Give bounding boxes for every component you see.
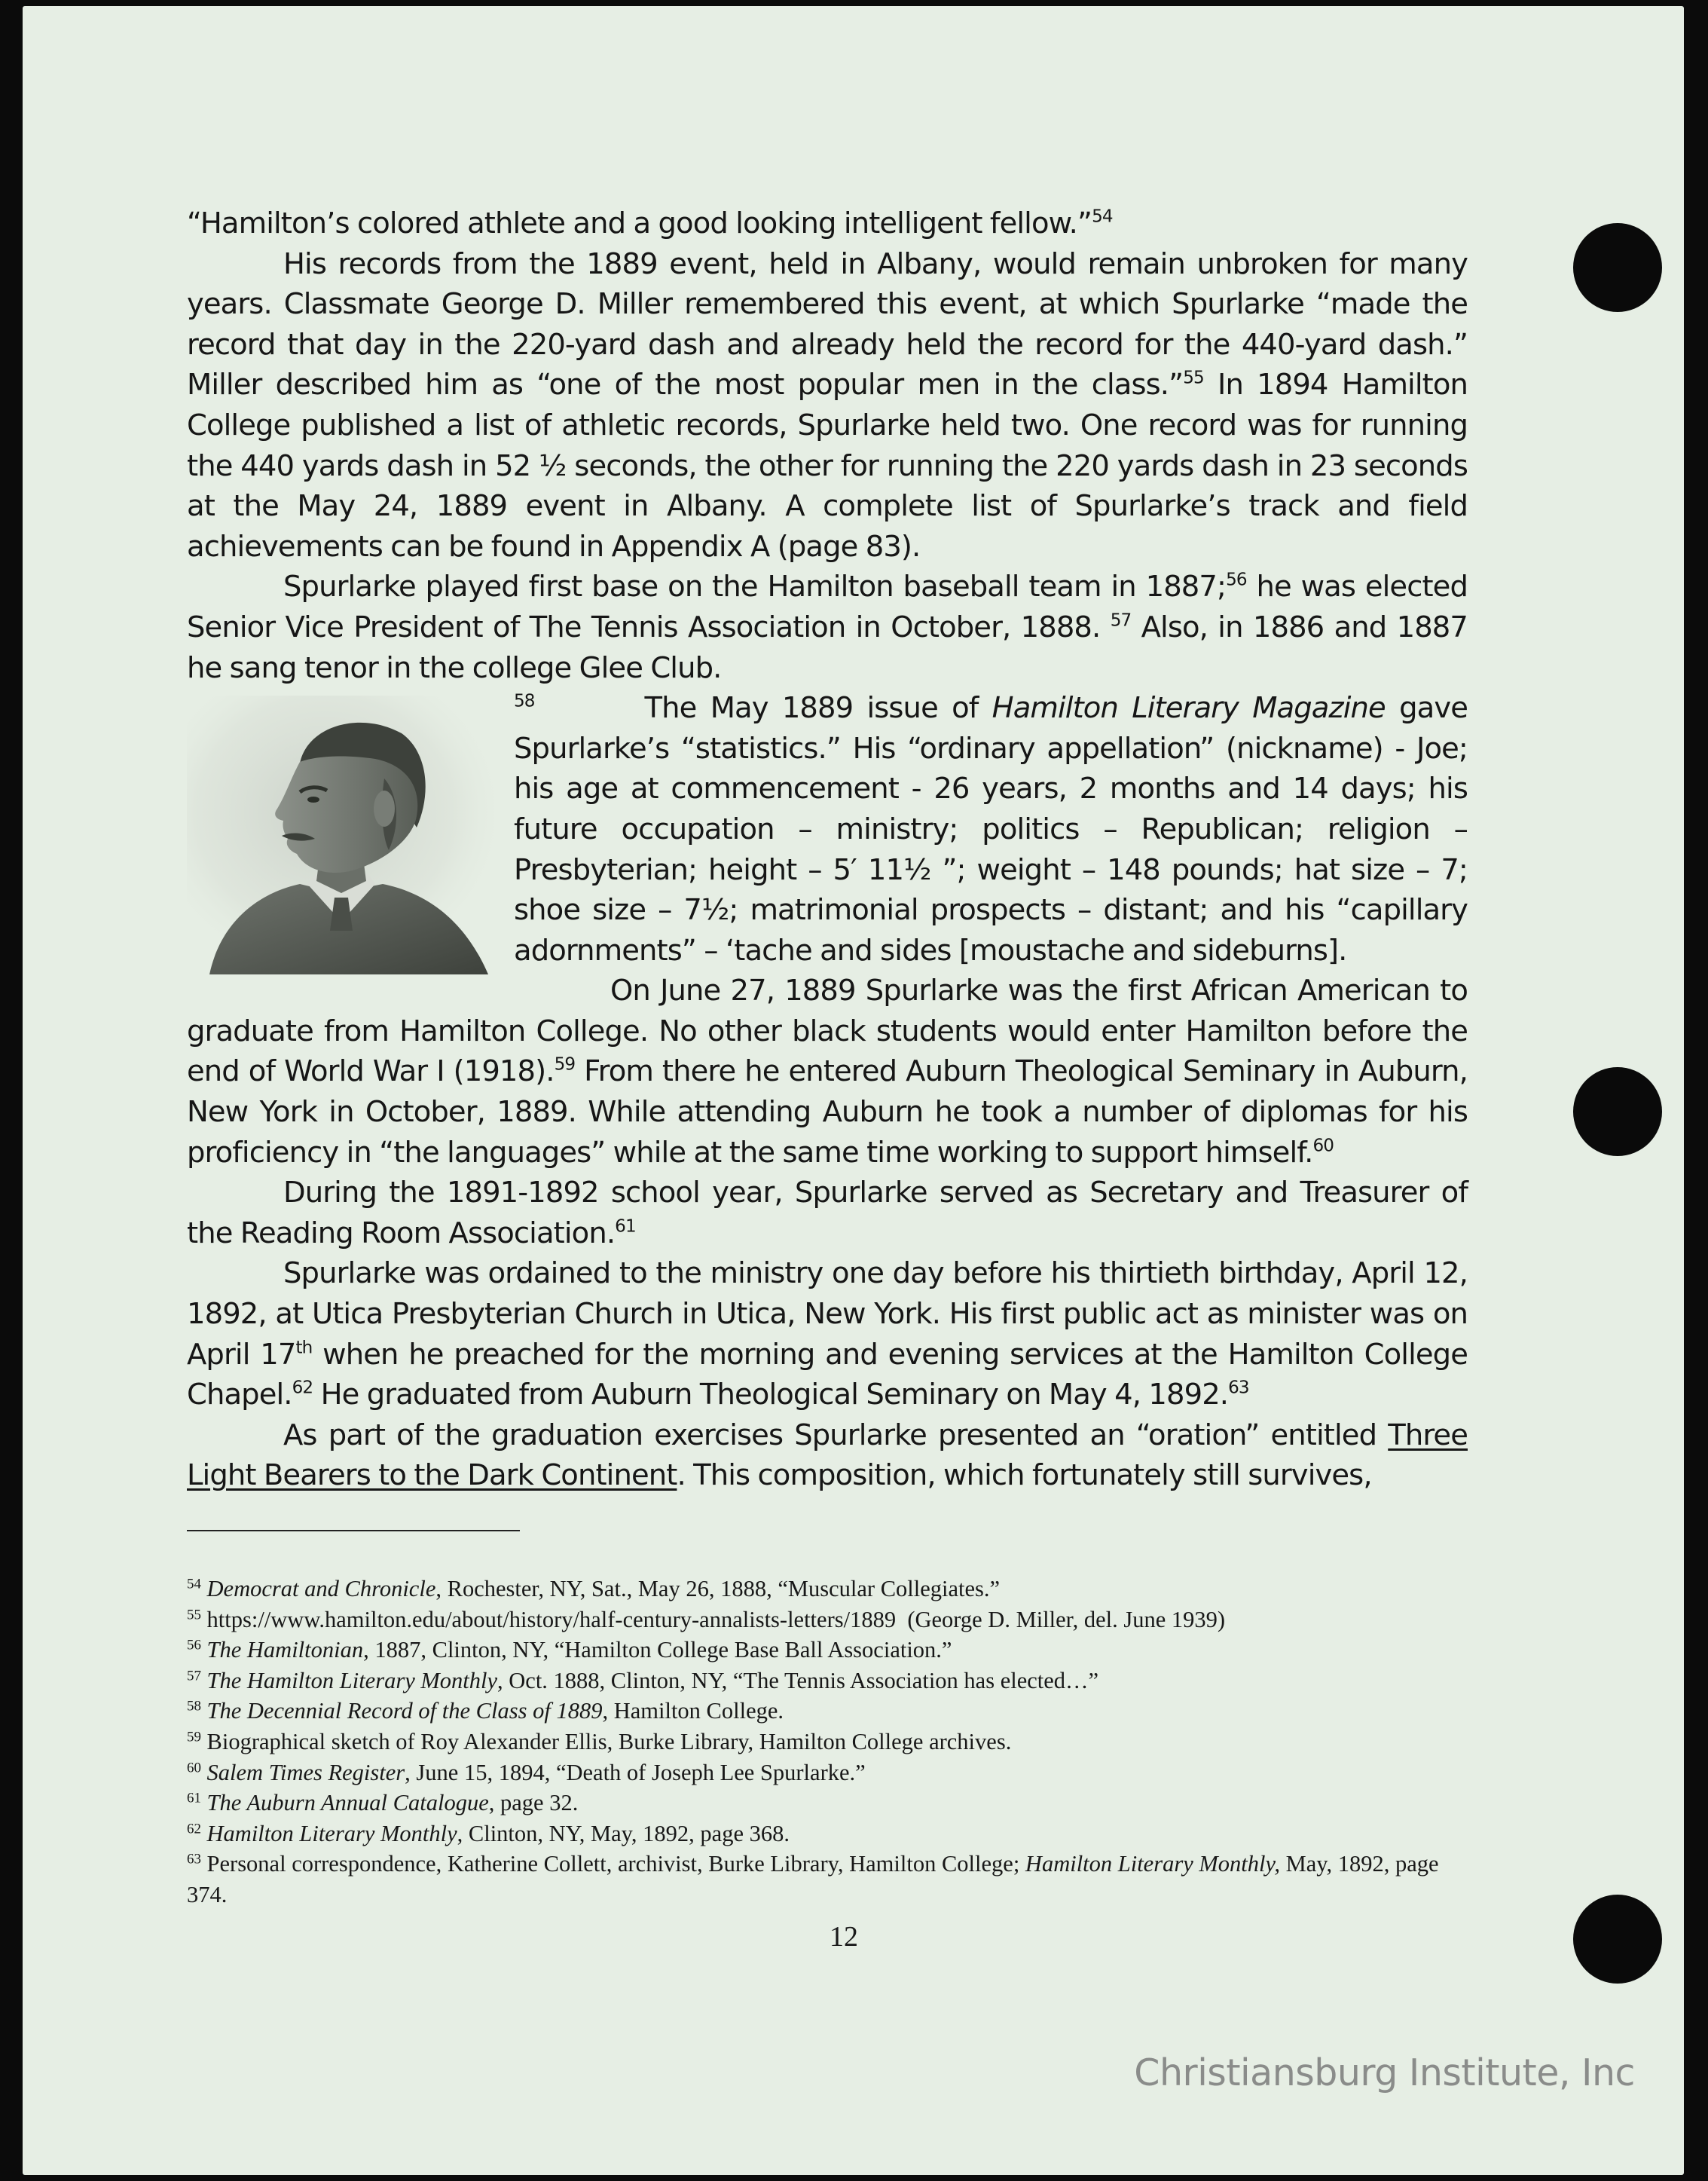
watermark: Christiansburg Institute, Inc [1134, 2051, 1635, 2094]
footnote-text: , Rochester, NY, Sat., May 26, 1888, “Muscular Collegiates.” [435, 1576, 1001, 1601]
source-title: Hamilton Literary Monthly, [1025, 1851, 1280, 1877]
footnote-number: 54 [187, 1576, 201, 1592]
text-run: On June 27, 1889 Spurlarke was the first African American to graduate from Hamilton College. No other black students would enter Hamilton before the end of World War I (1918). [187, 974, 1468, 1089]
text-run: From there he entered Auburn Theological Seminary in Auburn, New York in October, 1889. While attending Auburn he took a number of diplomas for his proficiency in “the languages” while at the same time working to support himself. [187, 1054, 1468, 1170]
source-title: Hamilton Literary Monthly [206, 1820, 457, 1846]
text-run: He graduated from Auburn Theological Seminary on May 4, 1892. [313, 1378, 1229, 1412]
text-run: Also, in 1886 and 1887 he sang tenor in the college Glee Club. [187, 610, 1468, 685]
text-run: His records from the 1889 event, held in Albany, would remain unbroken for many years. Classmate George D. Miller remembered this event, at which Spurlarke “made the record that day in the 220-yard dash and already held the record for the 440-yard dash.” Miller described him as “one of the most popular men in the class.” [187, 246, 1468, 402]
footnote [187, 1574, 1453, 1604]
footnote-text: , June 15, 1894, “Death of Joseph Lee Spurlarke.” [405, 1759, 866, 1785]
paragraph [187, 203, 1468, 244]
text-run: The May 1889 issue of [534, 691, 992, 726]
footnote-text: May, 1892, page 374. [187, 1851, 1439, 1907]
footnote [187, 1727, 1453, 1757]
footnote-separator [187, 1530, 520, 1531]
text-run: he was elected Senior Vice President of The Tennis Association in October, 1888. [187, 570, 1468, 644]
footnote-text: , page 32. [488, 1790, 579, 1816]
footnote [187, 1849, 1453, 1910]
footnote-number: 60 [187, 1760, 201, 1776]
portrait-illustration [187, 696, 494, 974]
footnote-text: , 1887, Clinton, NY, “Hamilton College Base Ball Association.” [363, 1637, 952, 1663]
text-run: Spurlarke played first base on the Hamilton baseball team in 1887; [283, 570, 1227, 604]
footnote-link[interactable]: https://www.hamilton.edu/about/history/half-century-annalists-letters/1889 (George D. Miller, del. June 1939) [206, 1606, 1226, 1632]
footnote [187, 1819, 1453, 1849]
footnote-number: 62 [187, 1821, 201, 1837]
text-run: when he preached for the morning and evening services at the Hamilton College Chapel. [187, 1337, 1468, 1412]
text-run: As part of the graduation exercises Spurlarke presented an “oration” entitled [283, 1418, 1389, 1452]
footnote [187, 1635, 1453, 1666]
paragraph [187, 244, 1468, 567]
footnote-text: , Hamilton College. [602, 1698, 784, 1724]
footnote-number: 56 [187, 1637, 201, 1653]
text-run: . This composition, which fortunately still survives, [677, 1458, 1372, 1493]
magazine-title: Hamilton Literary Magazine [991, 691, 1386, 726]
footnote-text: Biographical sketch of Roy Alexander Ellis, Burke Library, Hamilton College archives. [206, 1728, 1012, 1754]
footnote [187, 1666, 1453, 1696]
text-run: During the 1891-1892 school year, Spurlarke served as Secretary and Treasurer of the Reading Room Association. [187, 1176, 1468, 1250]
footnote-ref[interactable]: 56 [1226, 570, 1247, 591]
footnotes [187, 1574, 1453, 1910]
footnote-text: Personal correspondence, Katherine Collett, archivist, Burke Library, Hamilton College; [206, 1851, 1025, 1877]
ordinal-suffix: th [295, 1338, 313, 1358]
paragraph [187, 1173, 1468, 1253]
binder-hole [1573, 223, 1662, 312]
source-title: Salem Times Register [206, 1759, 405, 1785]
text-run: “Hamilton’s colored athlete and a good looking intelligent fellow.” [187, 206, 1092, 240]
paragraph [187, 971, 1468, 1173]
text-run: Spurlarke was ordained to the ministry one day before his thirtieth birthday, April 12, 1892, at Utica Presbyterian Church in Utica, New York. His first public act as minister was on April 17 [187, 1256, 1468, 1372]
footnote-number: 63 [187, 1851, 201, 1867]
footnote-ref[interactable]: 57 [1110, 610, 1132, 631]
text-run: gave Spurlarke’s “statistics.” His “ordinary appellation” (nickname) - Joe; his age at commencement - 26 years, 2 months and 14 days; his future occupation – ministry; politics – Republican; religion – Presbyterian; height – 5′ 11½ ”; weight – 148 pounds; hat size – 7; shoe size – 7½; matrimonial prospects – distant; and his “capillary adornments” – ‘tache and sides [moustache and sideburns]. [514, 691, 1468, 968]
footnote-ref[interactable]: 60 [1312, 1136, 1334, 1156]
binder-hole [1573, 1895, 1662, 1984]
oration-title: Three Light Bearers to the Dark Continent [187, 1418, 1468, 1493]
footnote-ref[interactable]: 63 [1228, 1378, 1249, 1398]
body-text [187, 203, 1468, 1496]
footnote [187, 1696, 1453, 1727]
footnote-ref[interactable]: 55 [1183, 369, 1204, 389]
portrait-photo [187, 696, 494, 974]
paragraph [187, 1415, 1468, 1496]
source-title: The Hamilton Literary Monthly [206, 1667, 497, 1693]
footnote [187, 1757, 1453, 1788]
footnote-text: , Clinton, NY, May, 1892, page 368. [457, 1820, 790, 1846]
footnote-ref[interactable]: 61 [615, 1216, 636, 1237]
text-run: In 1894 Hamilton College published a list of athletic records, Spurlarke held two. One record was for running the 440 yards dash in 52 ½ seconds, the other for running the 220 yards dash in 23 seconds at the May 24, 1889 event in Albany. A complete list of Spurlarke’s track and field achievements can be found in Appendix A (page 83). [187, 368, 1468, 564]
footnote-number: 61 [187, 1790, 201, 1806]
footnote-ref[interactable]: 58 [514, 691, 535, 711]
paragraph [187, 567, 1468, 688]
source-title: Democrat and Chronicle [206, 1576, 436, 1601]
footnote-text: , Oct. 1888, Clinton, NY, “The Tennis Association has elected…” [497, 1667, 1099, 1693]
paragraph [187, 1253, 1468, 1415]
source-title: The Decennial Record of the Class of 1889 [206, 1698, 603, 1724]
footnote-number: 59 [187, 1729, 201, 1745]
footnote-number: 57 [187, 1668, 201, 1684]
binder-hole [1573, 1067, 1662, 1156]
source-title: The Auburn Annual Catalogue [206, 1790, 489, 1816]
footnote-number: 58 [187, 1698, 201, 1715]
footnote-ref[interactable]: 54 [1092, 206, 1113, 227]
footnote-ref[interactable]: 59 [554, 1055, 576, 1075]
footnote-number: 55 [187, 1607, 201, 1623]
footnote-ref[interactable]: 62 [292, 1378, 313, 1398]
footnote [187, 1788, 1453, 1819]
footnote [187, 1604, 1453, 1635]
page-number: 12 [830, 1921, 858, 1953]
source-title: The Hamiltonian [206, 1637, 364, 1663]
